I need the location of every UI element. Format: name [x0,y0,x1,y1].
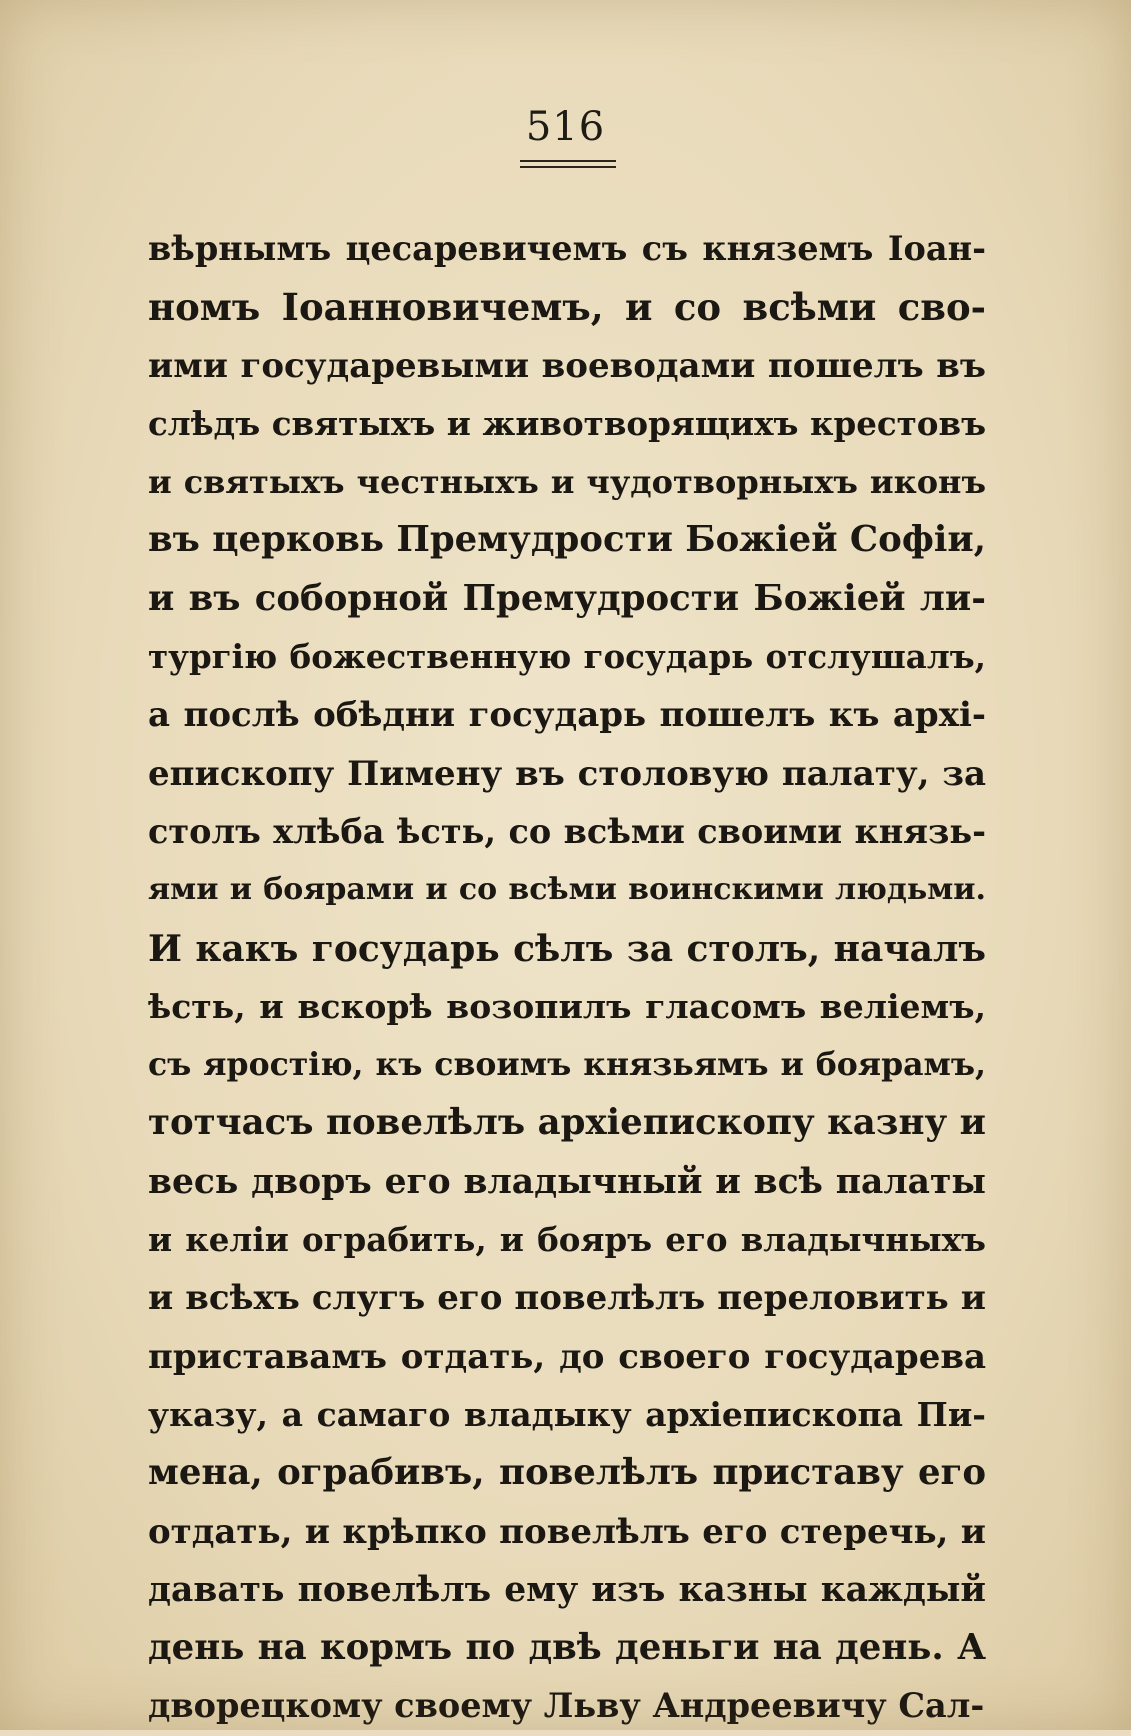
text-line: отдать, и крѣпко повелѣлъ его стеречь, и [148,1511,986,1552]
text-line: дворецкому своему Льву Андреевичу Сал- [148,1686,985,1726]
text-line: указу, а самаго владыку архіепископа Пи- [148,1394,986,1434]
text-line: слѣдъ святыхъ и животворящихъ крестовъ [148,403,986,443]
text-line: тотчасъ повелѣлъ архіепископу казну и [148,1102,986,1144]
text-line: номъ Іоанновичемъ, и со всѣми сво- [148,285,986,330]
text-line: епископу Пимену въ столовую палату, за [148,753,986,794]
text-line: въ церковь Премудрости Божіей Софіи, [148,519,986,561]
text-line: а послѣ обѣдни государь пошелъ къ архі- [148,695,986,736]
text-line: столъ хлѣба ѣсть, со всѣми своими князь- [148,811,986,851]
text-line: день на кормъ по двѣ деньги на день. А [148,1627,986,1669]
text-line: и святыхъ честныхъ и чудотворныхъ иконъ [148,463,986,502]
text-line: и въ соборной Премудрости Божіей ли- [148,577,986,619]
page-number: 516 [525,104,606,150]
text-line: мена, ограбивъ, повелѣлъ приставу его [148,1452,986,1494]
text-line: и всѣхъ слугъ его повелѣлъ переловить и [148,1278,986,1319]
body-text [148,220,986,1736]
text-line: И какъ государь сѣлъ за столъ, началъ [148,927,986,970]
text-line: весь дворъ его владычный и всѣ палаты [148,1161,986,1202]
text-line: приставамъ отдать, до своего государева [148,1336,986,1377]
text-line: тургію божественную государь отслушалъ, [148,637,986,677]
page-number-rule-bottom [520,166,616,168]
text-line: съ яростію, къ своимъ князьямъ и боярамъ, [148,1046,986,1084]
page-number-rule-top [520,160,616,162]
text-line: ями и боярами и со всѣми воинскими людьми. [148,872,986,908]
text-line: давать повелѣлъ ему изъ казны каждый [148,1569,986,1610]
text-line: ими государевыми воеводами пошелъ въ [148,345,986,386]
text-line: ѣсть, и вскорѣ возопилъ гласомъ веліемъ, [148,986,986,1026]
text-line: вѣрнымъ цесаревичемъ съ княземъ Іоан- [148,229,986,268]
text-line: и келіи ограбить, и бояръ его владычныхъ [148,1220,986,1260]
